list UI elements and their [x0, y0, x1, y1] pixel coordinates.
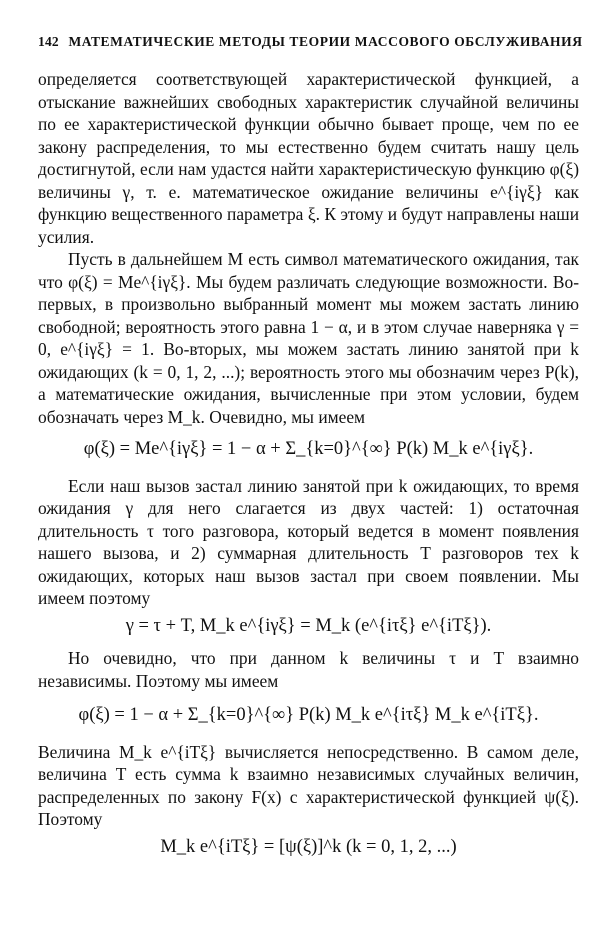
formula-2: γ = τ + T, M_k e^{iγξ} = M_k (e^{iτξ} e^{iTξ}).: [125, 615, 492, 636]
page-body: [38, 68, 579, 858]
paragraph-3: Если наш вызов застал линию занятой при k ожидающих, то время ожидания γ для него слагается из двух частей: 1) остаточная длительность τ того разговора, который ведется в момент появления нашего вызова, и 2) суммарная длительность T разговоров тех k ожидающих, которых наш вызов застал при своем появлении. Мы имеем поэтому: [38, 475, 579, 608]
formula-1: φ(ξ) = Me^{iγξ} = 1 − α + Σ_{k=0}^{∞} P(k) M_k e^{iγξ}.: [83, 439, 534, 459]
paragraph-5: Величина M_k e^{iTξ} вычисляется непосредственно. В самом деле, величина T есть сумма k взаимно независимых случайных величин, распределенных по закону F(x) с характеристической функцией ψ(ξ). Поэтому: [38, 741, 579, 829]
paragraph-4: Но очевидно, что при данном k величины τ и T взаимно независимы. Поэтому мы имеем: [38, 648, 579, 691]
formula-4: M_k e^{iTξ} = [ψ(ξ)]^k (k = 0, 1, 2, ...): [160, 836, 457, 857]
running-title: МАТЕМАТИЧЕСКИЕ МЕТОДЫ ТЕОРИИ МАССОВОГО ОБСЛУЖИВАНИЯ: [68, 34, 583, 49]
running-header: [38, 34, 583, 50]
paragraph-2: Пусть в дальнейшем M есть символ математического ожидания, так что φ(ξ) = Me^{iγξ}. Мы будем различать следующие возможности. Во-первых, в произвольно выбранный момент мы можем застать линию свободной; вероятность этого равна 1 − α, и в этом случае наверняка γ = 0, e^{iγξ} = 1. Во-вторых, мы можем застать линию занятой при k ожидающих (k = 0, 1, 2, ...); вероятность этого мы обозначим через P(k), а математические ожидания, вычисленные при этом условии, будем обозначать через M_k. Очевидно, мы имеем: [38, 249, 579, 427]
formula-3: φ(ξ) = 1 − α + Σ_{k=0}^{∞} P(k) M_k e^{iτξ} M_k e^{iTξ}.: [78, 705, 539, 725]
page-number: 142: [38, 34, 59, 49]
paragraph-1: определяется соответствующей характеристической функцией, а отыскание важнейших свободных характеристик случайной величины по ее характеристической функции обычно бывает проще, чем по ее закону распределения, то мы естественно будем считать нашу цель достигнутой, если нам удастся найти характеристическую функцию φ(ξ) величины γ, т. е. математическое ожидание величины e^{iγξ} как функцию вещественного параметра ξ. К этому и будут направлены наши усилия.: [38, 69, 579, 247]
